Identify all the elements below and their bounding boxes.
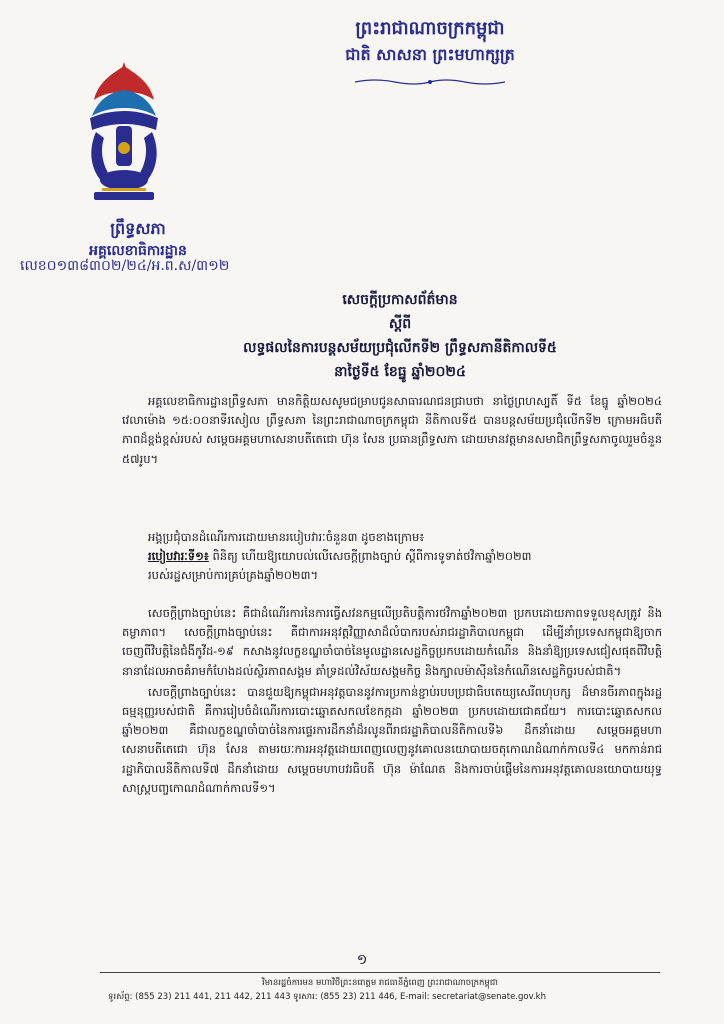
- press-release-title: [140, 288, 660, 384]
- senate-emblem-icon: [76, 60, 172, 210]
- agenda-section: [122, 528, 662, 586]
- agenda-item-1-text: ពិនិត្យ ហើយឱ្យយោបល់លើសេចក្តីព្រាងច្បាប់ ស្តីពីការទូទាត់ថវិកាឆ្នាំ២០២៣: [212, 549, 532, 564]
- footer-contact: ទូរស័ព្ទ: (855 23) 211 441, 211 442, 211 443 ទូរសារ: (855 23) 211 446, E-mail: secretariat@senate.gov.kh: [108, 992, 546, 1002]
- title-line-2: ស្តីពី: [388, 316, 412, 332]
- reference-number: លេខ០១៣៨៣០២/២៤/អ.ព.ស/៣១២: [20, 258, 230, 274]
- kingdom-header: [250, 16, 610, 94]
- national-motto: ជាតិ សាសនា ព្រះមហាក្សត្រ: [345, 45, 515, 64]
- secretariat-name: អគ្គលេខាធិការដ្ឋាន: [89, 243, 187, 259]
- body-section-2: [122, 604, 662, 800]
- agenda-item-1: [122, 547, 662, 566]
- title-line-1: សេចក្តីប្រកាសព័ត៌មាន: [342, 292, 458, 308]
- page-number: ១: [356, 952, 368, 968]
- agenda-item-1-label: របៀបវារៈទី១៖: [148, 549, 209, 564]
- footer: [100, 976, 660, 1004]
- footer-divider: [100, 972, 660, 973]
- title-line-4: នាថ្ងៃទី៥ ខែធ្នូ ឆ្នាំ២០២៤: [334, 364, 466, 380]
- senate-name: ព្រឹទ្ធសភា: [110, 219, 166, 238]
- kingdom-name: ព្រះរាជាណាចក្រកម្ពុជា: [355, 18, 505, 39]
- body-section-1: [122, 392, 662, 470]
- paragraph-3: សេចក្តីព្រាងច្បាប់នេះ បានជួយឱ្យកម្ពុជាអនុវត្តបាននូវការប្រកាន់ខ្ជាប់របបប្រជាធិបតេយ្យសេរីពហុបក្ស ដ៏មានចីរភាពក្នុងរដ្ឋធម្មនុញ្ញរបស់ជាតិ គឺការរៀបចំដំណើរការបោះឆ្នោតសកលខែកក្កដា ឆ្នាំ២០២៣ ប្រកបដោយជោគជ័យ។ ការបោះឆ្នោតសកលឆ្នាំ២០២៣ គឺជាលក្ខខណ្ឌចាំបាច់នៃការផ្ទេរការដឹកនាំដ៏រលូនពីរាជរដ្ឋាភិបាលនីតិកាលទី៦ ដឹកនាំដោយ សម្តេចអគ្គមហាសេនាបតីតេជោ ហ៊ុន សែន តាមរយៈការអនុវត្តដោយពេញលេញនូវគោលនយោបាយចតុកោណដំណាក់កាលទី៤ មកកាន់រាជរដ្ឋាភិបាលនីតិកាលទី៧ ដឹកនាំដោយ សម្តេចមហាបវរធិបតី ហ៊ុន ម៉ាណែត និងការចាប់ផ្តើមនៃការអនុវត្តគោលនយោបាយយុទ្ធសាស្ត្របញ្ចកោណដំណាក់កាលទី១។: [122, 684, 662, 795]
- issuer-block: [18, 218, 258, 240]
- footer-address: វិមានរដ្ឋចំការមន មហាវិថីព្រះនរោត្តម រាជធានីភ្នំពេញ ព្រះរាជាណាចក្រកម្ពុជា: [262, 978, 498, 988]
- title-line-3: លទ្ធផលនៃការបន្តសម័យប្រជុំលើកទី២ ព្រឹទ្ធសភានីតិកាលទី៥: [243, 340, 557, 356]
- paragraph-2: សេចក្តីព្រាងច្បាប់នេះ គឺជាដំណើរការនៃការធ្វើសវនកម្មលើប្រតិបត្តិការថវិកាឆ្នាំ២០២៣ ប្រកបដោយភាពទទួលខុសត្រូវ និងតម្លាភាព។ សេចក្តីព្រាងច្បាប់នេះ គឺជាការអនុវត្តវិញ្ញាសាដ៏លំបាករបស់រាជរដ្ឋាភិបាលកម្ពុជា ដើម្បីនាំប្រទេសកម្ពុជាឱ្យចាកចេញពីវិបត្តិនៃជំងឺកូវីដ-១៩ កសាងនូវលក្ខខណ្ឌចាំបាច់នៃមូលដ្ឋានសេដ្ឋកិច្ចប្រកបដោយកំណើន និងនាំឱ្យប្រទេសជៀសផុតពីវិបត្តិនានាដែលអាចគំរាមកំហែងដល់ស្ថិរភាពសង្គម គាំទ្រដល់វិស័យសង្គមកិច្ច និងក្បាលម៉ាស៊ីននៃកំណើនសេដ្ឋកិច្ចរបស់ជាតិ។: [122, 606, 662, 678]
- agenda-item-1-continuation: របស់រដ្ឋសម្រាប់ការគ្រប់គ្រងឆ្នាំ២០២៣។: [148, 568, 319, 583]
- ornament-divider-icon: [355, 78, 505, 86]
- agenda-intro: អង្គប្រជុំបានដំណើរការដោយមានរបៀបវារៈចំនួន៣ ដូចខាងក្រោម៖: [148, 530, 425, 544]
- paragraph-1: អគ្គលេខាធិការដ្ឋានព្រឹទ្ធសភា មានកិត្តិយសសូមជម្រាបជូនសាធារណជនជ្រាបថា នាថ្ងៃព្រហស្បតិ៍ ទី៥ ខែធ្នូ ឆ្នាំ២០២៤ វេលាម៉ោង ១៥:០០នាទីរសៀល ព្រឹទ្ធសភា នៃព្រះរាជាណាចក្រកម្ពុជា នីតិកាលទី៥ បានបន្តសម័យប្រជុំលើកទី២ ក្រោមអធិបតីភាពដ៏ខ្ពង់ខ្ពស់របស់ សម្តេចអគ្គមហាសេនាបតីតេជោ ហ៊ុន សែន ប្រធានព្រឹទ្ធសភា ដោយមានវត្តមានសមាជិកព្រឹទ្ធសភាចូលរួមចំនួន ៥៧រូប។: [122, 394, 662, 466]
